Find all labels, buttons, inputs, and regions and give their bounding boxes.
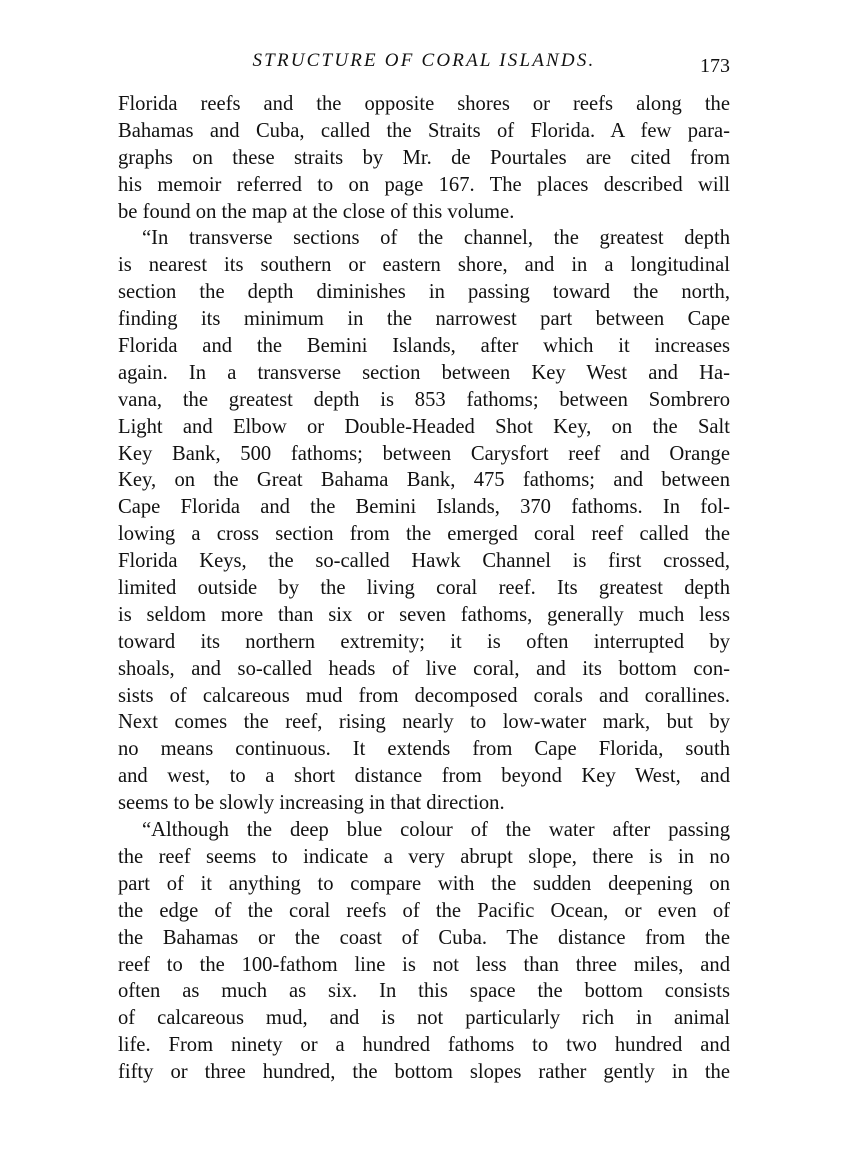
- text-line: graphs on these straits by Mr. de Pourtales are cited from: [118, 146, 730, 169]
- text-line: reef to the 100-fathom line is not less than three miles, and: [118, 953, 730, 976]
- text-line: again. In a transverse section between Key West and Ha-: [118, 361, 730, 384]
- text-line: finding its minimum in the narrowest part between Cape: [118, 308, 730, 331]
- text-line: “In transverse sections of the channel, the greatest depth: [142, 227, 730, 250]
- text-line: section the depth diminishes in passing toward the north,: [118, 281, 730, 304]
- text-line: shoals, and so-called heads of live coral, and its bottom con-: [118, 657, 730, 680]
- text-line: is seldom more than six or seven fathoms, generally much less: [118, 603, 730, 626]
- text-line: the Bahamas or the coast of Cuba. The distance from the: [118, 926, 730, 949]
- text-line: Next comes the reef, rising nearly to low-water mark, but by: [118, 711, 730, 734]
- text-line: often as much as six. In this space the bottom consists: [118, 980, 730, 1003]
- text-line: sists of calcareous mud from decomposed corals and corallines.: [118, 684, 730, 707]
- text-line: Key, on the Great Bahama Bank, 475 fathoms; and between: [118, 469, 730, 492]
- text-line: toward its northern extremity; it is often interrupted by: [118, 630, 730, 653]
- text-line: Florida reefs and the opposite shores or reefs along the: [118, 93, 730, 115]
- text-line: no means continuous. It extends from Cape Florida, south: [118, 738, 730, 761]
- text-line: Bahamas and Cuba, called the Straits of Florida. A few para-: [118, 119, 730, 142]
- text-line: Cape Florida and the Bemini Islands, 370 fathoms. In fol-: [118, 496, 730, 519]
- text-line: is nearest its southern or eastern shore, and in a longitudinal: [118, 254, 730, 277]
- text-line: Florida Keys, the so-called Hawk Channel is first crossed,: [118, 550, 730, 573]
- text-line: life. From ninety or a hundred fathoms to two hundred and: [118, 1034, 730, 1057]
- text-line: be found on the map at the close of this volume.: [118, 200, 515, 223]
- text-line: Florida and the Bemini Islands, after which it increases: [118, 335, 730, 358]
- body-text: [118, 91, 730, 1086]
- text-line: and west, to a short distance from beyond Key West, and: [118, 765, 730, 788]
- running-title: STRUCTURE OF CORAL ISLANDS.: [252, 50, 596, 71]
- text-line: Light and Elbow or Double-Headed Shot Key, on the Salt: [118, 415, 730, 438]
- text-line: limited outside by the living coral reef. Its greatest depth: [118, 577, 730, 600]
- running-head: [118, 47, 730, 81]
- text-line: vana, the greatest depth is 853 fathoms; between Sombrero: [118, 388, 730, 411]
- text-line: his memoir referred to on page 167. The places described will: [118, 173, 730, 196]
- text-line: Key Bank, 500 fathoms; between Carysfort reef and Orange: [118, 442, 730, 465]
- text-line: seems to be slowly increasing in that direction.: [118, 792, 505, 815]
- text-line: of calcareous mud, and is not particularly rich in animal: [118, 1007, 730, 1030]
- text-line: the reef seems to indicate a very abrupt slope, there is in no: [118, 845, 730, 868]
- page-number: 173: [700, 55, 730, 77]
- text-line: lowing a cross section from the emerged coral reef called the: [118, 523, 730, 546]
- text-line: the edge of the coral reefs of the Pacific Ocean, or even of: [118, 899, 730, 922]
- text-line: part of it anything to compare with the sudden deepening on: [118, 872, 730, 895]
- text-line: “Although the deep blue colour of the water after passing: [142, 819, 730, 842]
- text-line: fifty or three hundred, the bottom slopes rather gently in the: [118, 1061, 730, 1084]
